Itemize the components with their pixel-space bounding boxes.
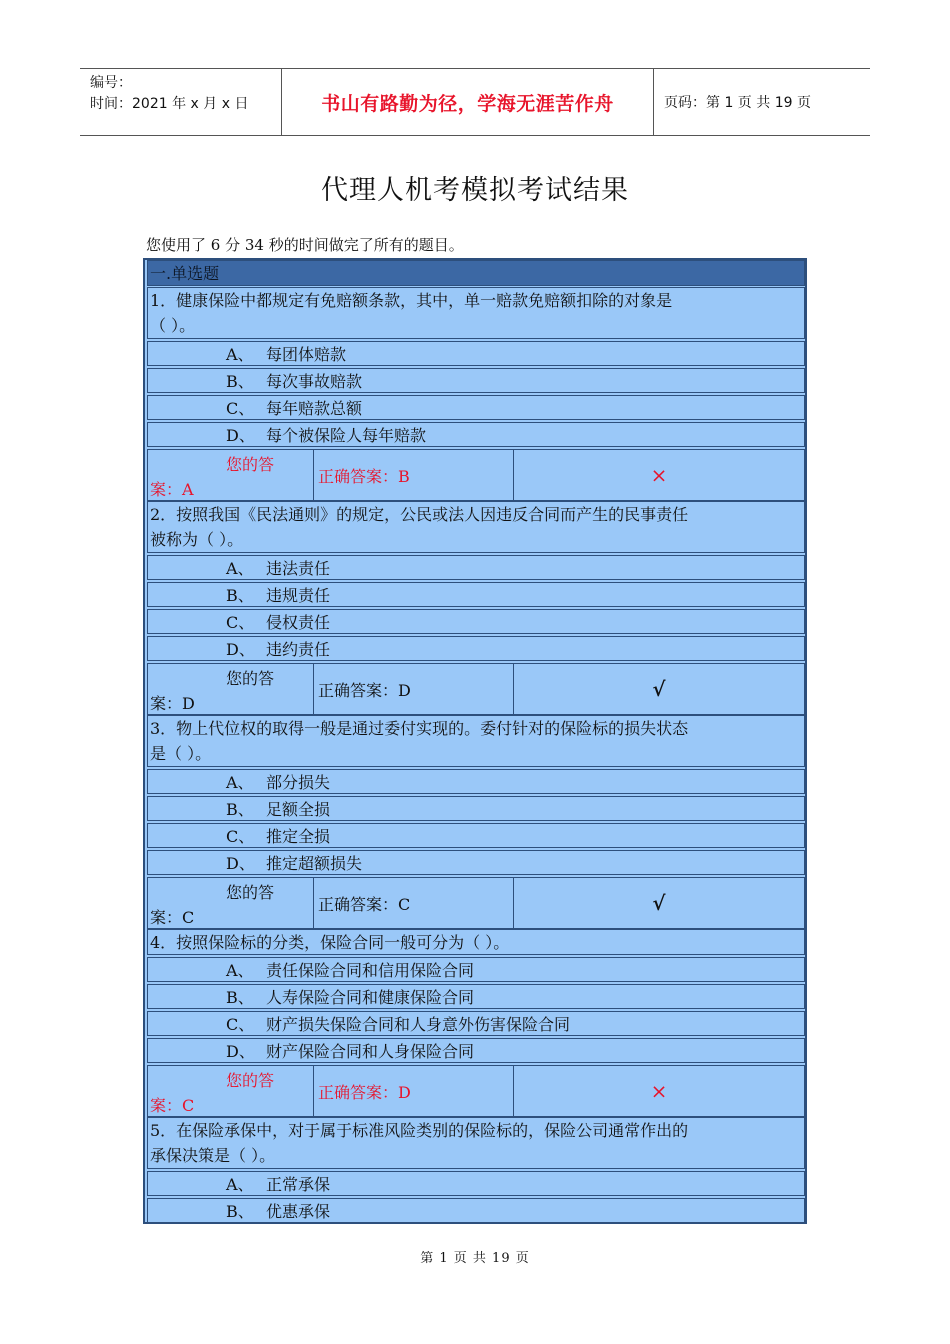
option-text: 部分损失 (266, 773, 331, 792)
option-letter: C、 (226, 613, 255, 632)
option-text: 正常承保 (266, 1175, 331, 1194)
option-letter: C、 (226, 1015, 255, 1034)
check-icon: √ (652, 677, 666, 701)
option-letter: A、 (226, 345, 254, 364)
option-a (147, 1171, 805, 1196)
option-text: 责任保险合同和信用保险合同 (266, 961, 475, 980)
cross-icon: × (650, 463, 668, 487)
option-a (147, 769, 805, 794)
option-b (147, 984, 805, 1009)
question-3 (147, 715, 805, 767)
page-header (80, 68, 870, 136)
option-a (147, 555, 805, 580)
option-d (147, 850, 805, 875)
option-letter: D、 (226, 854, 255, 873)
your-answer-value: 案：D (150, 694, 195, 713)
option-text: 财产损失保险合同和人身意外伤害保险合同 (266, 1015, 571, 1034)
option-text: 违法责任 (266, 559, 331, 578)
option-c (147, 823, 805, 848)
question-1 (147, 287, 805, 339)
option-c (147, 609, 805, 634)
answer-row (147, 877, 805, 929)
your-answer (148, 450, 314, 500)
your-answer-value: 案：A (150, 480, 194, 499)
option-text: 人寿保险合同和健康保险合同 (266, 988, 475, 1007)
question-text-cont: 承保决策是（ ）。 (150, 1146, 276, 1165)
your-answer (148, 664, 314, 714)
answer-row (147, 663, 805, 715)
option-b (147, 582, 805, 607)
option-text: 每个被保险人每年赔款 (266, 426, 427, 445)
page-footer: 第 1 页 共 19 页 (420, 1251, 530, 1266)
your-answer-label: 您的答 (226, 669, 275, 688)
question-text-cont: 是（ ）。 (150, 744, 212, 763)
option-letter: D、 (226, 1042, 255, 1061)
option-text: 每团体赔款 (266, 345, 347, 364)
document-title: 代理人机考模拟考试结果 (321, 175, 629, 206)
option-letter: B、 (226, 988, 254, 1007)
your-answer-label: 您的答 (226, 1071, 275, 1090)
check-icon: √ (652, 891, 666, 915)
your-answer-value: 案：C (150, 1096, 195, 1115)
question-text-cont: （ ）。 (150, 316, 196, 335)
header-meta (80, 69, 282, 135)
correct-answer: 正确答案：C (314, 878, 514, 928)
your-answer-value: 案：C (150, 908, 195, 927)
option-text: 每次事故赔款 (266, 372, 363, 391)
option-letter: D、 (226, 426, 255, 445)
answer-row (147, 449, 805, 501)
header-motto: 书山有路勤为径，学海无涯苦作舟 (282, 69, 654, 135)
option-b (147, 368, 805, 393)
question-text: 1．健康保险中都规定有免赔额条款，其中，单一赔款免赔额扣除的对象是 (150, 291, 673, 310)
option-c (147, 395, 805, 420)
option-text: 每年赔款总额 (266, 399, 363, 418)
header-page-number: 页码：第 1 页 共 19 页 (664, 95, 811, 111)
option-letter: C、 (226, 399, 255, 418)
option-text: 推定全损 (266, 827, 331, 846)
option-d (147, 422, 805, 447)
header-code: 编号： (90, 75, 132, 91)
option-text: 优惠承保 (266, 1202, 331, 1221)
option-a (147, 957, 805, 982)
question-text-cont: 被称为（ ）。 (150, 530, 244, 549)
option-a (147, 341, 805, 366)
option-text: 侵权责任 (266, 613, 331, 632)
answer-row (147, 1065, 805, 1117)
option-text: 足额全损 (266, 800, 331, 819)
question-text: 3．物上代位权的取得一般是通过委付实现的。委付针对的保险标的损失状态 (150, 719, 689, 738)
option-letter: D、 (226, 640, 255, 659)
option-d (147, 636, 805, 661)
question-2 (147, 501, 805, 553)
option-letter: B、 (226, 1202, 254, 1221)
option-letter: A、 (226, 773, 254, 792)
question-text: 5．在保险承保中，对于属于标准风险类别的保险标的，保险公司通常作出的 (150, 1121, 689, 1140)
option-text: 违约责任 (266, 640, 331, 659)
question-text: 4．按照保险标的分类，保险合同一般可分为（ ）。 (150, 933, 510, 952)
your-answer-label: 您的答 (226, 883, 275, 902)
option-letter: B、 (226, 372, 254, 391)
your-answer (148, 878, 314, 928)
section-header: 一.单选题 (147, 260, 805, 286)
correct-answer: 正确答案：D (314, 664, 514, 714)
option-d (147, 1038, 805, 1063)
option-letter: C、 (226, 827, 255, 846)
option-c (147, 1011, 805, 1036)
option-letter: B、 (226, 800, 254, 819)
question-5 (147, 1117, 805, 1169)
option-text: 财产保险合同和人身保险合同 (266, 1042, 475, 1061)
correct-answer: 正确答案：D (314, 1066, 514, 1116)
option-text: 违规责任 (266, 586, 331, 605)
your-answer (148, 1066, 314, 1116)
option-b (147, 796, 805, 821)
result-table (143, 258, 807, 1224)
time-summary: 您使用了 6 分 34 秒的时间做完了所有的题目。 (146, 236, 464, 254)
question-text: 2．按照我国《民法通则》的规定，公民或法人因违反合同而产生的民事责任 (150, 505, 689, 524)
your-answer-label: 您的答 (226, 455, 275, 474)
cross-icon: × (650, 1079, 668, 1103)
header-time: 时间：2021 年 x 月 x 日 (90, 96, 249, 112)
question-4 (147, 929, 805, 955)
option-letter: A、 (226, 559, 254, 578)
option-b (147, 1198, 805, 1223)
option-letter: B、 (226, 586, 254, 605)
option-letter: A、 (226, 1175, 254, 1194)
correct-answer: 正确答案：B (314, 450, 514, 500)
option-text: 推定超额损失 (266, 854, 363, 873)
option-letter: A、 (226, 961, 254, 980)
